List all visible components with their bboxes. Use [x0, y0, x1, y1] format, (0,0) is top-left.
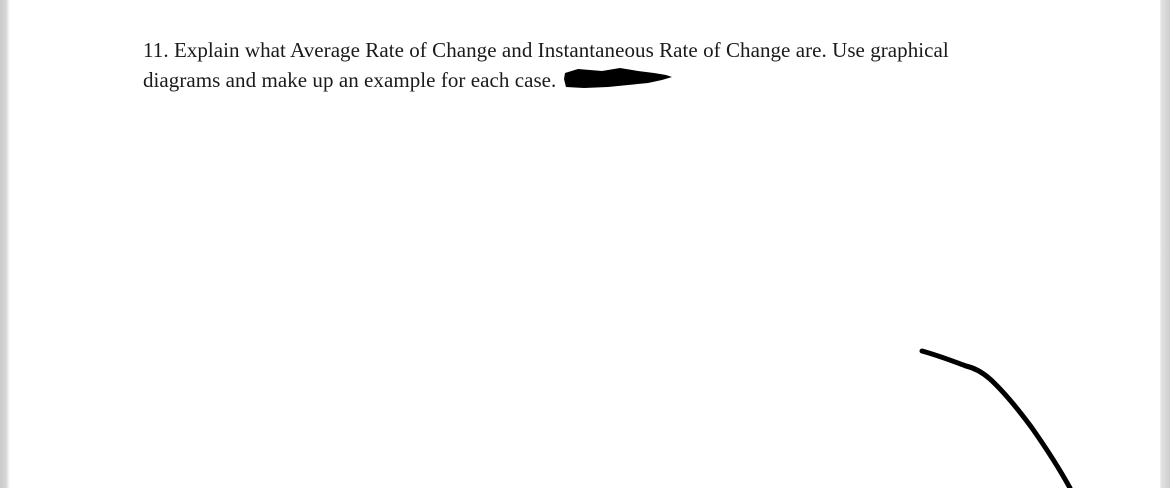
- question-number: 11.: [143, 38, 169, 62]
- question-text-line-1: Explain what Average Rate of Change and Instantaneous Rate of Change are. Use graphical: [173, 38, 949, 62]
- question-text-line-2: diagrams and make up an example for each case.: [143, 68, 557, 92]
